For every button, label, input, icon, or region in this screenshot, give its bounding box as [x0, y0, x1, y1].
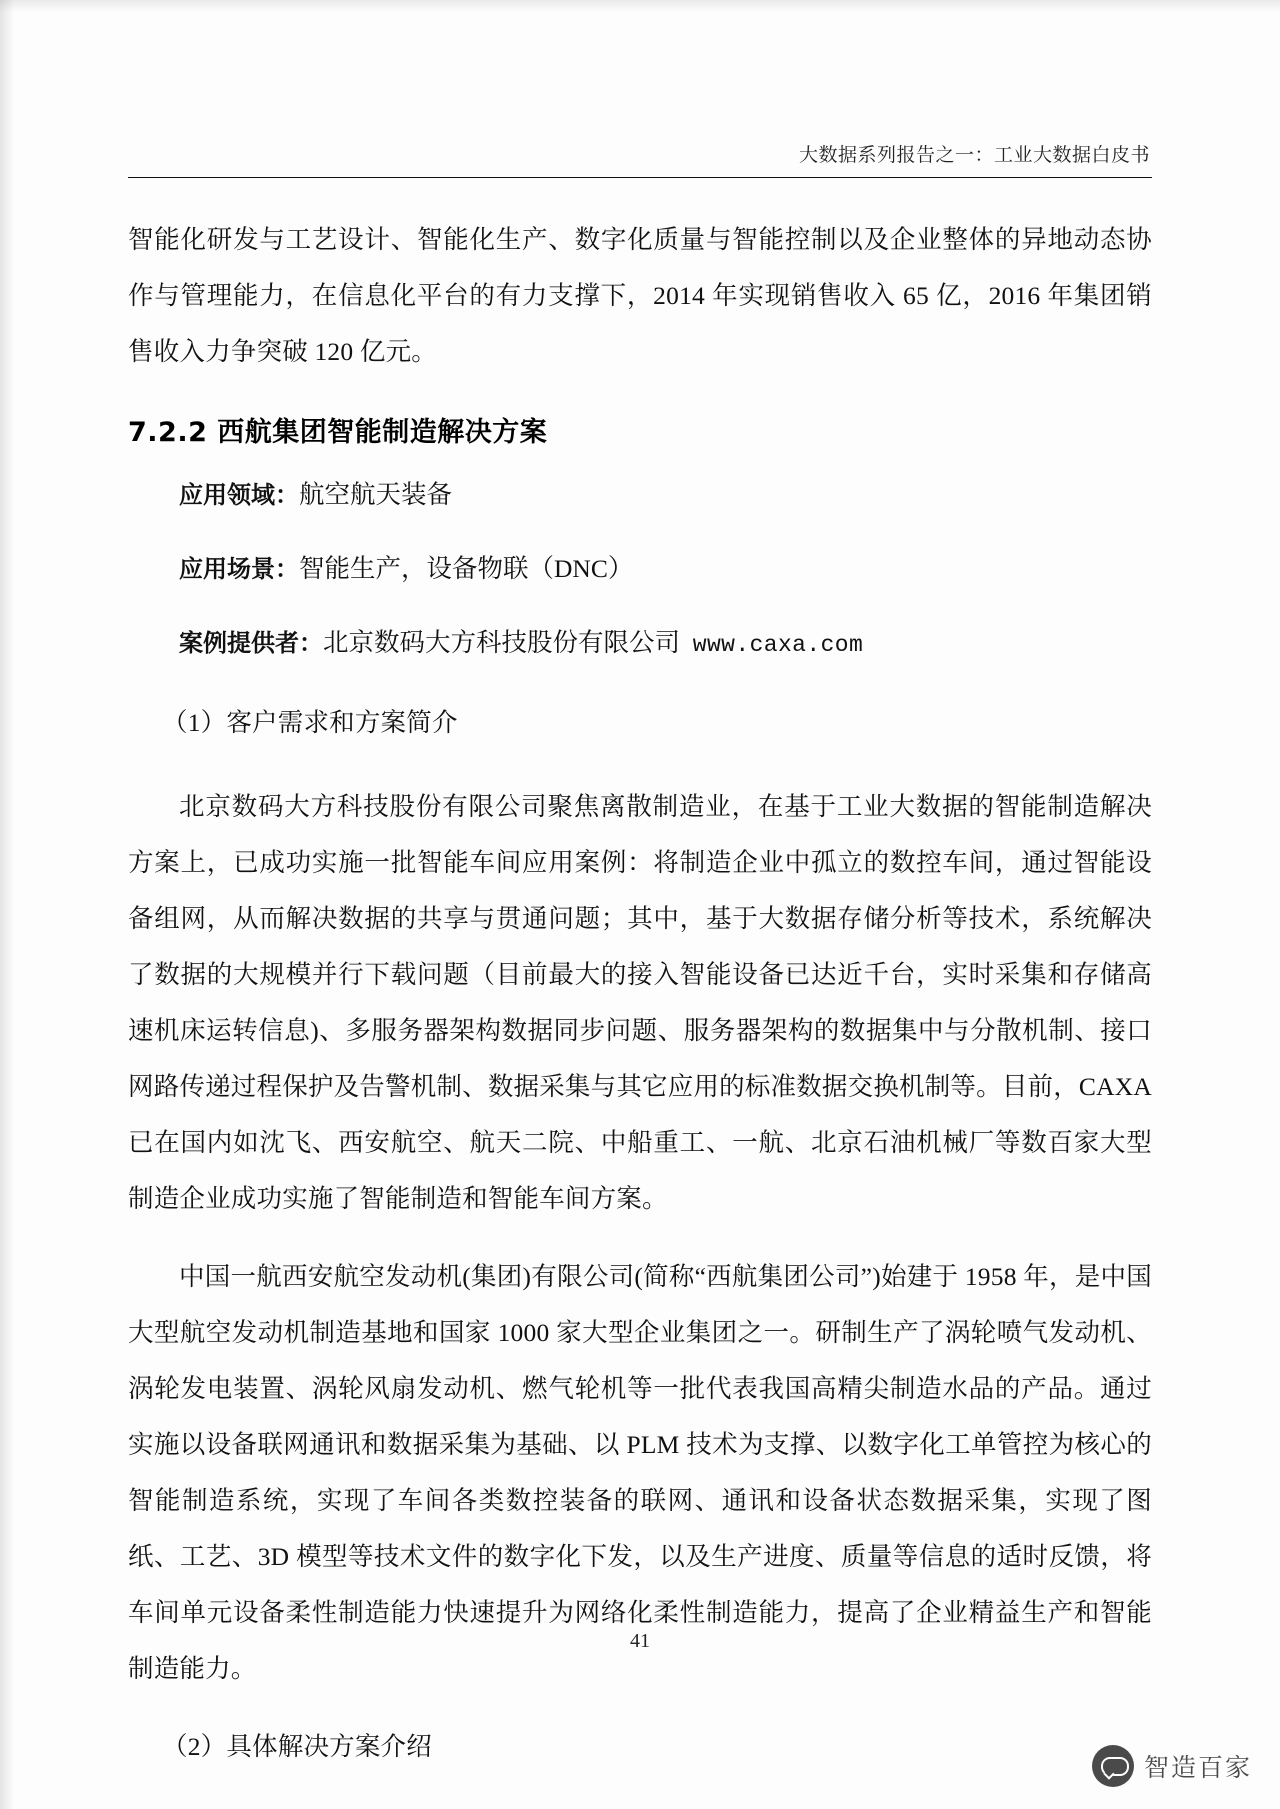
field-label-case-provider: 案例提供者：	[179, 629, 323, 657]
page-number: 41	[630, 1630, 650, 1652]
field-value-application-scenario: 智能生产，设备物联（DNC）	[299, 554, 634, 583]
field-value-application-domain: 航空航天装备	[299, 480, 453, 509]
field-application-scenario	[128, 545, 1152, 593]
spacer	[128, 1697, 1152, 1719]
field-label-application-scenario: 应用场景：	[179, 555, 299, 583]
field-label-application-domain: 应用领域：	[179, 481, 299, 509]
page-edge-shadow-left	[0, 0, 14, 1809]
header-divider	[128, 177, 1152, 178]
case-provider-url[interactable]: www.caxa.com	[692, 632, 864, 658]
paragraph: 北京数码大方科技股份有限公司聚焦离散制造业，在基于工业大数据的智能制造解决方案上，已成功实施一批智能车间应用案例：将制造企业中孤立的数控车间，通过智能设备组网，从而解决数据的共享与贯通问题；其中，基于大数据存储分析等技术，系统解决了数据的大规模并行下载问题（目前最大的接入智能设备已达近千台，实时采集和存储高速机床运转信息)、多服务器架构数据同步问题、服务器架构的数据集中与分散机制、接口网路传递过程保护及告警机制、数据采集与其它应用的标准数据交换机制等。目前，CAXA 已在国内如沈飞、西安航空、航天二院、中船重工、一航、北京石油机械厂等数百家大型制造企业成功实施了智能制造和智能车间方案。	[128, 792, 1152, 1213]
section-heading	[128, 410, 1152, 449]
field-value-case-provider: 北京数码大方科技股份有限公司	[323, 628, 681, 657]
subsection-heading-2: （2）具体解决方案介绍	[162, 1732, 432, 1761]
spacer	[128, 1227, 1152, 1249]
page-edge-shadow-top	[0, 0, 1280, 12]
subsection-heading-1: （1）客户需求和方案简介	[162, 708, 458, 737]
section-title: 西航集团智能制造解决方案	[217, 417, 548, 448]
paragraph: 中国一航西安航空发动机(集团)有限公司(简称“西航集团公司”)始建于 1958 年，是中国大型航空发动机制造基地和国家 1000 家大型企业集团之一。研制生产了涡轮喷气发动机、涡轮发电装置、涡轮风扇发动机、燃气轮机等一批代表我国高精尖制造水品的产品。通过实施以设备联网通讯和数据采集为基础、以 PLM 技术为支撑、以数字化工单管控为核心的智能制造系统，实现了车间各类数控装备的联网、通讯和设备状态数据采集，实现了图纸、工艺、3D 模型等技术文件的数字化下发，以及生产进度、质量等信息的适时反馈，将车间单元设备柔性制造能力快速提升为网络化柔性制造能力，提高了企业精益生产和智能制造能力。	[128, 1262, 1152, 1683]
watermark-label: 智造百家	[1143, 1753, 1252, 1782]
page-content	[128, 140, 1152, 1781]
field-case-provider	[128, 619, 1152, 669]
intro-paragraph: 智能化研发与工艺设计、智能化生产、数字化质量与智能控制以及企业整体的异地动态协作与管理能力，在信息化平台的有力支撑下，2014 年实现销售收入 65 亿，2016 年集团销售收入力争突破 120 亿元。	[128, 225, 1152, 366]
watermark	[1092, 1745, 1252, 1787]
running-header: 大数据系列报告之一：工业大数据白皮书	[798, 145, 1150, 166]
subsection-1-body	[128, 779, 1152, 1697]
wechat-logo-icon	[1092, 1745, 1134, 1787]
section-number: 7.2.2	[128, 417, 208, 448]
spacer	[128, 757, 1152, 779]
field-application-domain	[128, 471, 1152, 519]
